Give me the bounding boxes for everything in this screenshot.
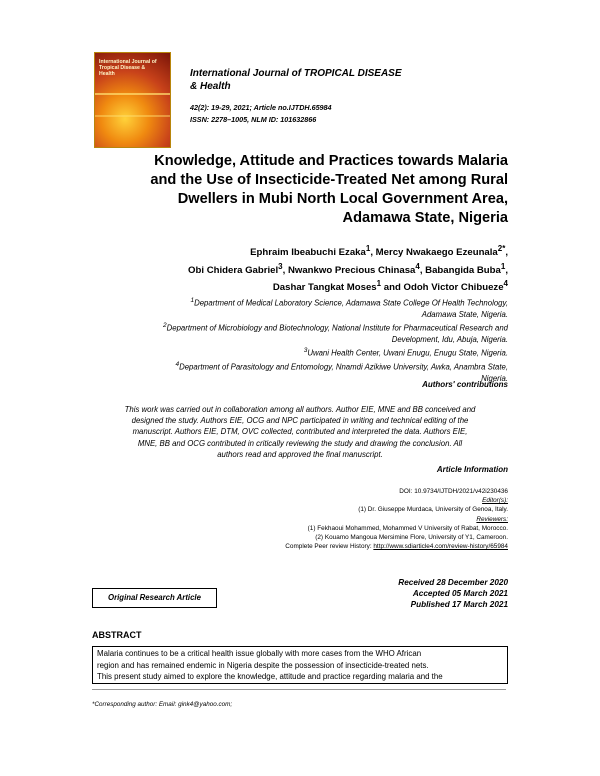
- contributions-line: authors read and approved the final manuscript.: [217, 449, 383, 459]
- contributions-line: designed the study. Authors EIE, OCG and NPC participated in writing and technical editing of the: [131, 416, 469, 426]
- affiliation-line: [92, 320, 508, 334]
- doi: DOI: 10.9734/IJTDH/2021/v42i230436: [399, 488, 508, 495]
- author-line: [92, 260, 508, 278]
- journal-citation: 42(2): 19-29, 2021; Article no.IJTDH.65984: [190, 103, 332, 112]
- author-name: Obi Chidera Gabriel: [188, 264, 279, 276]
- author-name: Odoh Victor Chibueze: [403, 282, 504, 294]
- publication-dates: [398, 577, 508, 610]
- author-affiliation-mark: 2*: [497, 244, 506, 253]
- article-title: [92, 152, 508, 228]
- title-line: Dwellers in Mubi North Local Government Area,: [177, 191, 508, 207]
- affiliation-text: Department of Parasitology and Entomology, Nnamdi Azikiwe University, Awka, Anambra State,: [179, 362, 508, 372]
- affiliation-text: Department of Microbiology and Biotechnology, National Institute for Pharmaceutical Research and: [166, 323, 508, 333]
- affiliation-mark: 4: [175, 360, 180, 368]
- review-history-link[interactable]: http://www.sdiarticle4.com/review-history/65984: [373, 543, 508, 551]
- title-line: Knowledge, Attitude and Practices towards Malaria: [154, 153, 508, 169]
- reviewer: (2) Kouamo Mangoua Mersimine Flore, University of Y1, Cameroon.: [315, 534, 508, 542]
- author-affiliation-mark: 4: [503, 279, 508, 289]
- published-date: Published 17 March 2021: [410, 600, 508, 609]
- affiliation-mark: 3: [303, 347, 308, 354]
- affiliation-text: Department of Medical Laboratory Science, Adamawa State College Of Health Technology,: [194, 298, 508, 308]
- author-line: [92, 242, 508, 260]
- author-separator: ,: [370, 247, 376, 259]
- contributions-line: MNE, BB and OCG contributed in critically reviewing the study and drawing the conclusion. All: [137, 438, 463, 448]
- journal-cover-image: [94, 52, 171, 148]
- abstract-line: region and has remained endemic in Nigeria despite the possession of insecticide-treated nets.: [97, 660, 429, 670]
- article-info: [240, 487, 508, 551]
- author-name: Dashar Tangkat Moses: [272, 282, 377, 294]
- author-separator: ,: [419, 264, 426, 276]
- article-type-label: Original Research Article: [92, 588, 217, 608]
- contributions-line: manuscript. Authors EIE, DTM, OVC collected, contributed and interpreted the data. Authors EIE,: [132, 427, 468, 437]
- contributions-line: This work was carried out in collaboration among all authors. Author EIE, MNE and BB conceived and: [124, 405, 476, 414]
- received-date: Received 28 December 2020: [398, 578, 508, 587]
- article-info-heading: Article Information: [436, 465, 508, 474]
- cover-decoration: [95, 93, 170, 95]
- cover-title-line: Tropical Disease &: [99, 65, 146, 71]
- affiliation-mark: 2: [163, 322, 167, 329]
- cover-decoration: [95, 115, 170, 117]
- author-separator: and: [381, 282, 404, 294]
- title-line: and the Use of Insecticide-Treated Net among Rural: [150, 172, 508, 188]
- journal-title-line: International Journal of TROPICAL DISEASE: [190, 68, 402, 79]
- affiliation-line: [92, 295, 508, 309]
- affiliation-mark: 1: [190, 297, 195, 304]
- abstract-heading: ABSTRACT: [92, 630, 142, 640]
- author-line: [92, 277, 508, 295]
- title-line: Adamawa State, Nigeria: [342, 210, 508, 226]
- author-name: Babangida Buba: [425, 264, 501, 276]
- reviewer: (1) Fekhaoui Mohammed, Mohammed V University of Rabat, Morocco.: [307, 524, 508, 532]
- author-separator: ,: [505, 264, 508, 276]
- abstract-line: This present study aimed to explore the knowledge, attitude and practice regarding malaria and the: [97, 672, 443, 681]
- journal-title-line: & Health: [190, 80, 231, 92]
- editor-label: Editor(s):: [482, 497, 508, 505]
- journal-issn: ISSN: 2278–1005, NLM ID: 101632866: [190, 114, 317, 124]
- cover-title-line: International Journal of: [99, 59, 157, 65]
- author-name: Nwankwo Precious Chinasa: [287, 264, 416, 276]
- affiliation-line: [92, 345, 508, 359]
- affiliations: [92, 295, 508, 384]
- affiliation-line: Nigeria.: [481, 373, 508, 383]
- reviewers-label: Reviewers:: [476, 515, 508, 523]
- review-history-label: Complete Peer review History:: [285, 543, 374, 551]
- abstract-line: Malaria continues to be a critical health issue globally with more cases from the WHO African: [97, 649, 422, 658]
- affiliation-line: Adamawa State, Nigeria.: [421, 309, 508, 319]
- cover-title: [99, 59, 167, 77]
- cover-title-line: Health: [99, 71, 115, 77]
- contributions-heading: Authors' contributions: [422, 380, 508, 389]
- journal-title: [190, 68, 402, 93]
- corresponding-author-footnote: *Corresponding author: Email: gink4@yahoo.com;: [92, 701, 233, 708]
- journal-meta: [190, 102, 332, 125]
- abstract-text: [97, 648, 505, 683]
- author-affiliation-mark: 1: [365, 244, 371, 253]
- author-affiliation-mark: 4: [415, 261, 420, 271]
- review-history: [240, 542, 508, 551]
- author-name: Ephraim Ibeabuchi Ezaka: [250, 247, 366, 259]
- author-affiliation-mark: 1: [376, 279, 382, 289]
- author-separator: ,: [282, 264, 288, 276]
- contributions-text: [92, 404, 508, 460]
- author-affiliation-mark: 3: [278, 261, 283, 271]
- editor: (1) Dr. Giuseppe Murdaca, University of Genoa, Italy.: [358, 506, 508, 514]
- affiliation-line: Development, Idu, Abuja, Nigeria.: [391, 334, 508, 344]
- author-separator: ,: [505, 247, 508, 259]
- affiliation-line: [92, 359, 508, 373]
- author-list: [92, 242, 508, 295]
- footnote-divider: [92, 689, 506, 690]
- accepted-date: Accepted 05 March 2021: [412, 589, 508, 598]
- affiliation-text: Uwani Health Center, Uwani Enugu, Enugu State, Nigeria.: [307, 348, 508, 358]
- author-affiliation-mark: 1: [500, 261, 506, 271]
- author-name: Mercy Nwakaego Ezeunala: [375, 247, 498, 259]
